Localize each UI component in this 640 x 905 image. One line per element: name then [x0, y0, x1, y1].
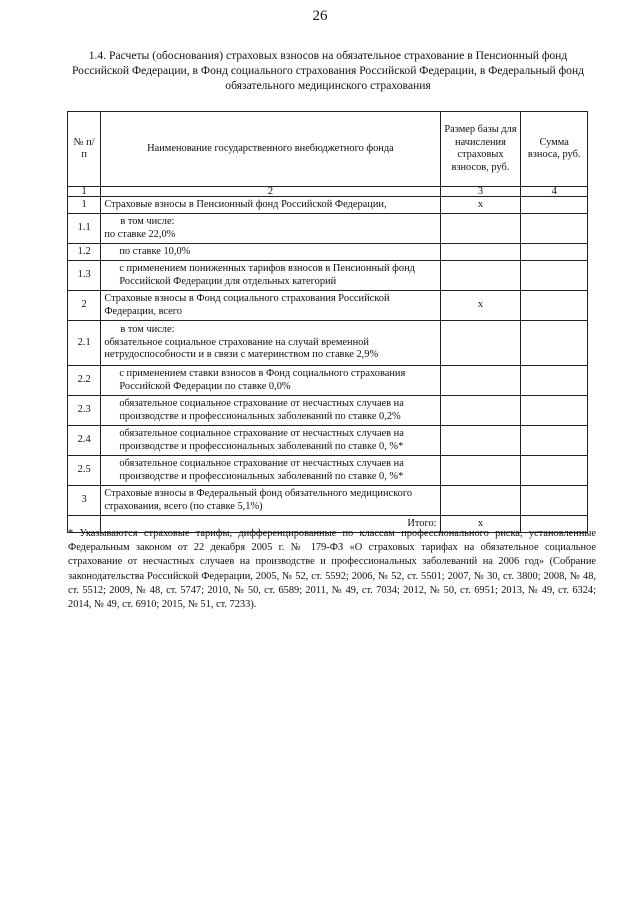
row-num: 2 — [68, 291, 101, 321]
row-num: 1 — [68, 197, 101, 214]
row-sum — [521, 456, 588, 486]
row-base — [440, 486, 521, 516]
row-name: с применением ставки взносов в Фонд социального страхования Российской Федерации по ставке 0,0% — [101, 366, 440, 396]
row-base — [440, 366, 521, 396]
row-name: обязательное социальное страхование от несчастных случаев на производстве и профессиональных заболеваний по ставке 0,2% — [101, 396, 440, 426]
row-sum — [521, 426, 588, 456]
table-row — [68, 261, 588, 291]
row-sum — [521, 197, 588, 214]
row-name: Страховые взносы в Фонд социального страхования Российской Федерации, всего — [101, 291, 440, 321]
row-name — [101, 214, 440, 244]
row-name: по ставке 10,0% — [101, 244, 440, 261]
contributions-table — [67, 111, 588, 533]
table-row — [68, 197, 588, 214]
row-sum — [521, 214, 588, 244]
row-num: 1.2 — [68, 244, 101, 261]
row-num: 2.2 — [68, 366, 101, 396]
row-sum — [521, 366, 588, 396]
row-num: 2.4 — [68, 426, 101, 456]
row-base — [440, 426, 521, 456]
col-index-cell: 1 — [68, 187, 101, 197]
header-sum: Сумма взноса, руб. — [521, 112, 588, 187]
table-row — [68, 486, 588, 516]
row-num: 2.1 — [68, 321, 101, 366]
section-heading: 1.4. Расчеты (обоснования) страховых взносов на обязательное страхование в Пенсионный фонд Российской Федерации, в Фонд социального страхования Российской Федерации, в Федеральный фонд обязательного медицинского страхования — [71, 49, 585, 92]
total-base: х — [440, 516, 521, 533]
col-index-cell: 3 — [440, 187, 521, 197]
header-base: Размер базы для начисления страховых взносов, руб. — [440, 112, 521, 187]
row-sum — [521, 396, 588, 426]
row-base: х — [440, 197, 521, 214]
table-row — [68, 366, 588, 396]
row-base — [440, 396, 521, 426]
row-base — [440, 214, 521, 244]
total-label: Итого: — [101, 516, 440, 533]
row-sum — [521, 261, 588, 291]
row-name-text: обязательное социальное страхование на случай временной нетрудоспособности и в связи с материнством по ставке 2,9% — [104, 336, 379, 361]
table-row — [68, 214, 588, 244]
row-base — [440, 261, 521, 291]
row-sum — [521, 321, 588, 366]
page-number: 26 — [312, 8, 328, 24]
row-num: 1.3 — [68, 261, 101, 291]
row-name-text: по ставке 22,0% — [104, 228, 176, 240]
row-name-intro: в том числе: — [120, 324, 175, 336]
row-name-intro: в том числе: — [120, 216, 175, 227]
table-row — [68, 456, 588, 486]
row-base — [440, 244, 521, 261]
row-name: обязательное социальное страхование от несчастных случаев на производстве и профессиональных заболеваний по ставке 0, %* — [101, 426, 440, 456]
row-sum — [521, 291, 588, 321]
row-name: Страховые взносы в Пенсионный фонд Российской Федерации, — [101, 197, 440, 214]
row-name: обязательное социальное страхование от несчастных случаев на производстве и профессиональных заболеваний по ставке 0, %* — [101, 456, 440, 486]
row-num: 3 — [68, 486, 101, 516]
row-base — [440, 456, 521, 486]
row-num: 2.3 — [68, 396, 101, 426]
col-index-cell: 2 — [101, 187, 440, 197]
row-num: 2.5 — [68, 456, 101, 486]
row-base: х — [440, 291, 521, 321]
table-row — [68, 321, 588, 366]
header-num: № п/п — [68, 112, 101, 187]
table-header-row — [68, 112, 588, 187]
row-sum — [521, 486, 588, 516]
row-sum — [521, 244, 588, 261]
table-row — [68, 396, 588, 426]
row-num: 1.1 — [68, 214, 101, 244]
col-index-cell: 4 — [521, 187, 588, 197]
footnote: * Указываются страховые тарифы, дифференцированные по классам профессионального риска, установленные Федеральным законом от 22 декабря 2005 г. № 179-ФЗ «О страховых тарифах на обязательное социальное страхование от несчастных случаев на производстве и профессиональных заболеваний на 2006 год» (Собрание законодательства Российской Федерации, 2005, № 52, ст. 5592; 2006, № 52, ст. 5501; 2007, № 30, ст. 3800; 2008, № 48, ст. 5512; 2009, № 48, ст. 5747; 2010, № 50, ст. 6589; 2011, № 49, ст. 7034; 2012, № 50, ст. 6951; 2013, № 49, ст. 6324; 2014, № 49, ст. 6910; 2015, № 51, ст. 7233). — [68, 528, 596, 611]
column-index-row — [68, 187, 588, 197]
header-fund-name: Наименование государственного внебюджетного фонда — [101, 112, 440, 187]
table-row — [68, 244, 588, 261]
row-name: Страховые взносы в Федеральный фонд обязательного медицинского страхования, всего (по ставке 5,1%) — [101, 486, 440, 516]
row-base — [440, 321, 521, 366]
row-name — [101, 321, 440, 366]
table-row — [68, 426, 588, 456]
row-name: с применением пониженных тарифов взносов в Пенсионный фонд Российской Федерации для отдельных категорий — [101, 261, 440, 291]
table-row — [68, 291, 588, 321]
